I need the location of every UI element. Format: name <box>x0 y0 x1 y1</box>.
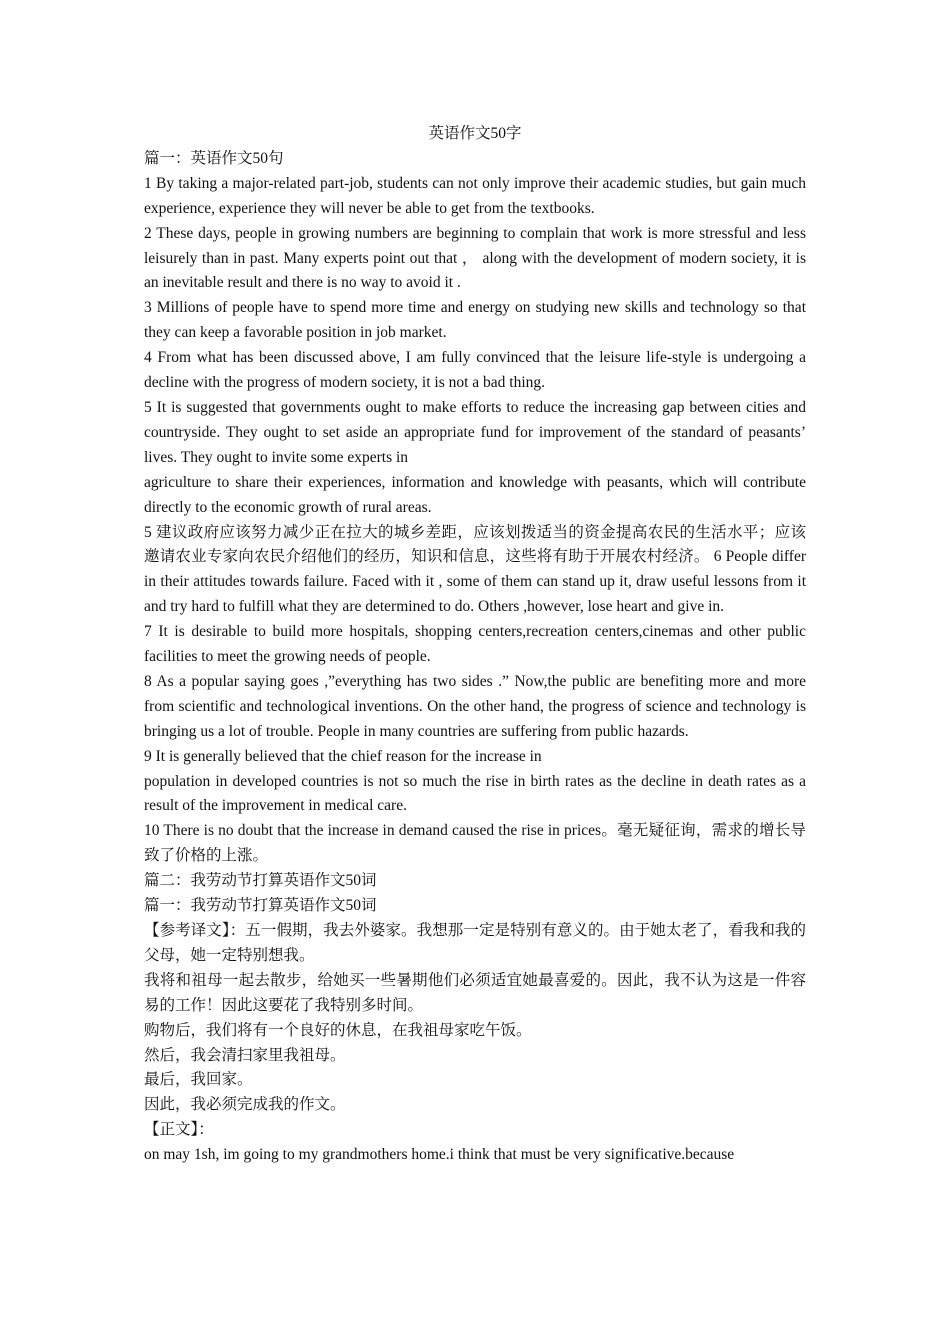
translation-paragraph-6: 因此，我必须完成我的作文。 <box>144 1096 346 1114</box>
paragraph-2: 2 These days, people in growing numbers are beginning to complain that work is more stressful and less leisurely than in past. Many experts point out that ， along with the development of modern society, it is an inevitable result and there is no way to avoid it . <box>144 224 806 292</box>
paragraph-5-chinese-and-6: 5 建议政府应该努力减少正在拉大的城乡差距，应该划拨适当的资金提高农民的生活水平；应该邀请农业专家向农民介绍他们的经历，知识和信息，这些将有助于开展农村经济。 6 People differ in their attitudes towards failure. Faced with it , some of them can stand up it, draw useful lessons from it and try hard to fulfill what they are determined to do. Others ,however, lose heart and give in. <box>144 523 806 616</box>
paragraph-1: 1 By taking a major-related part-job, students can not only improve their academic studies, but gain much experience, experience they will never be able to get from the textbooks. <box>144 174 806 217</box>
section-heading-2: 篇二：我劳动节打算英语作文50词 <box>144 872 377 890</box>
paragraph-8: 8 As a popular saying goes ,”everything has two sides .” Now,the public are benefiting more and more from scientific and technological inventions. On the other hand, the progress of science and technology is bringing us a lot of trouble. People in many countries are suffering from public hazards. <box>144 672 806 740</box>
body-paragraph-1: on may 1sh, im going to my grandmothers home.i think that must be very significative.because <box>144 1146 735 1164</box>
paragraph-4: 4 From what has been discussed above, I am fully convinced that the leisure life-style is undergoing a decline with the progress of modern society, it is not a bad thing. <box>144 349 806 392</box>
paragraph-9-continued: population in developed countries is not so much the rise in birth rates as the decline in death rates as a result of the improvement in medical care. <box>144 772 806 815</box>
body-heading: 【正文】： <box>144 1121 214 1139</box>
translation-paragraph-3: 购物后，我们将有一个良好的休息，在我祖母家吃午饭。 <box>144 1021 532 1039</box>
section-heading-1: 篇一：英语作文50句 <box>144 149 284 167</box>
paragraph-10: 10 There is no doubt that the increase in demand caused the rise in prices。毫无疑征询，需求的增长导致了价格的上涨。 <box>144 822 806 865</box>
paragraph-5: 5 It is suggested that governments ought to make efforts to reduce the increasing gap between cities and countryside. They ought to set aside an appropriate fund for improvement of the standard of peasants’ lives. They ought to invite some experts in <box>144 398 806 466</box>
paragraph-7: 7 It is desirable to build more hospitals, shopping centers,recreation centers,cinemas and other public facilities to meet the growing needs of people. <box>144 623 806 666</box>
translation-paragraph-4: 然后，我会清扫家里我祖母。 <box>144 1046 346 1064</box>
translation-paragraph-2: 我将和祖母一起去散步，给她买一些暑期他们必须适宜她最喜爱的。因此，我不认为这是一件容易的工作！因此这要花了我特别多时间。 <box>144 971 806 1014</box>
sub-heading: 篇一：我劳动节打算英语作文50词 <box>144 897 377 915</box>
document-title: 英语作文50字 <box>428 125 522 142</box>
translation-paragraph-5: 最后，我回家。 <box>144 1071 253 1089</box>
document-page <box>144 122 806 1168</box>
translation-paragraph-1: 【参考译文】：五一假期，我去外婆家。我想那一定是特别有意义的。由于她太老了，看我和我的父母，她一定特别想我。 <box>144 922 806 964</box>
paragraph-5-continued: agriculture to share their experiences, information and knowledge with peasants, which will contribute directly to the economic growth of rural areas. <box>144 473 806 516</box>
paragraph-3: 3 Millions of people have to spend more time and energy on studying new skills and technology so that they can keep a favorable position in job market. <box>144 299 806 342</box>
paragraph-9: 9 It is generally believed that the chief reason for the increase in <box>144 747 542 765</box>
